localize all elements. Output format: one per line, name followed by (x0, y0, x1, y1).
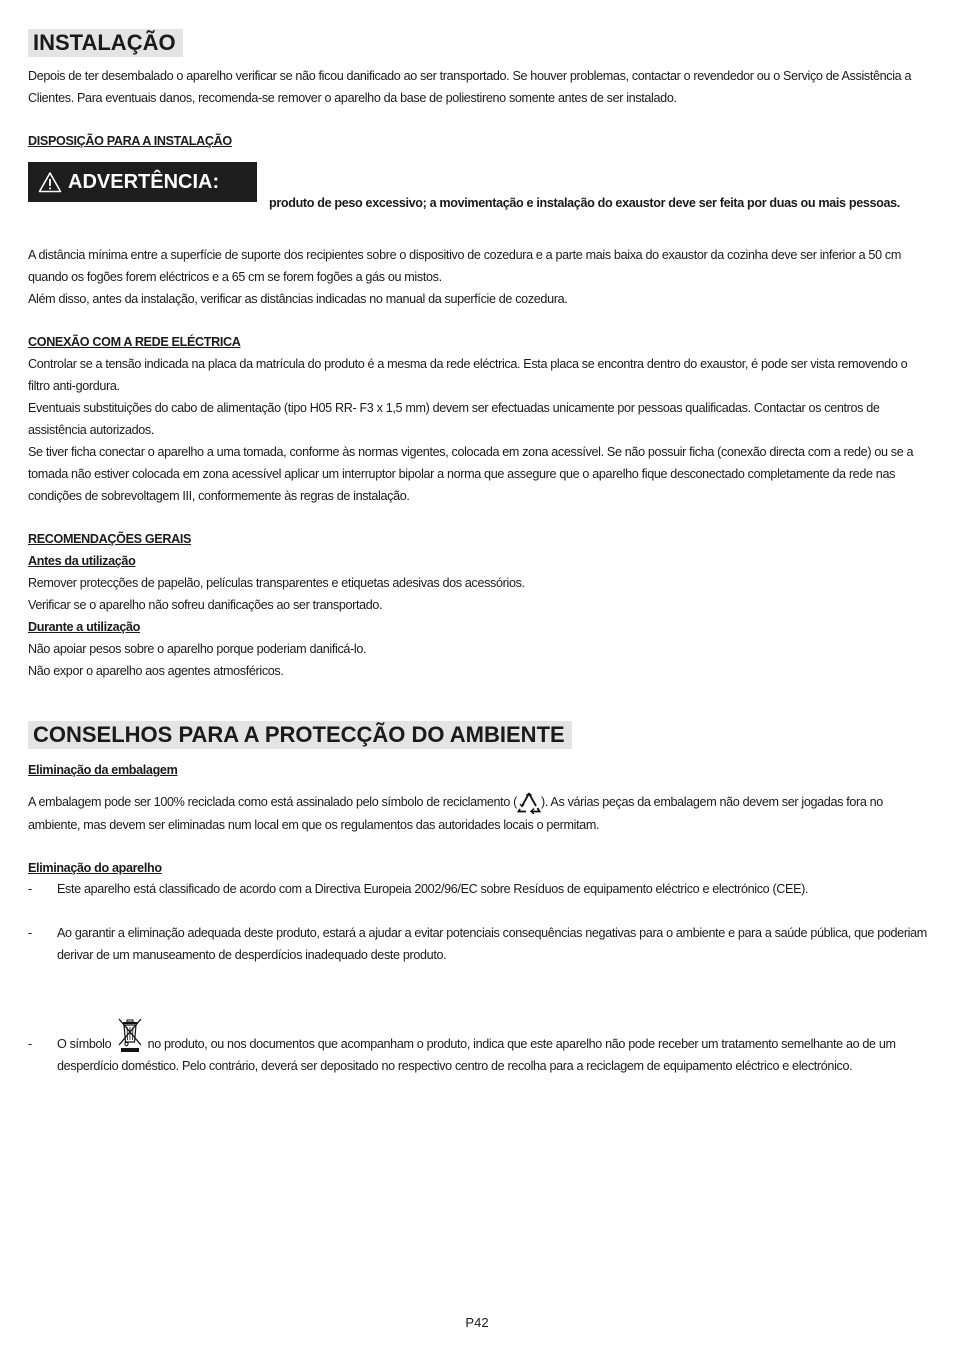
packaging-text-before: A embalagem pode ser 100% reciclada como está assinalado pelo símbolo de reciclamento ( (28, 795, 517, 809)
packaging-paragraph (28, 791, 926, 836)
list-dash: - (28, 926, 32, 940)
before-use-p1: Remover protecções de papelão, películas transparentes e etiquetas adesivas dos acessórios. (28, 576, 525, 590)
distance-note: Além disso, antes da instalação, verificar as distâncias indicadas no manual da superfície de cozedura. (28, 292, 568, 306)
list-item-text: Ao garantir a eliminação adequada deste produto, estará a ajudar a evitar potenciais consequências negativas para o ambiente e para a saúde pública, que poderiam derivar de um manuseamento de desperdícios inadequado deste produto. (57, 926, 927, 962)
list-item (28, 878, 954, 900)
list-item-text-after: no produto, ou nos documentos que acompanham o produto, indica que este aparelho não pode receber um tratamento semelhante ao de um desperdício doméstico. Pelo contrário, deverá ser depositado no respectivo centro de recolha para a reciclagem de equipamento eléctrico e electrónico. (57, 1037, 896, 1073)
distance-paragraph: A distância mínima entre a superfície de suporte dos recipientes sobre o dispositivo de cozedura e a parte mais baixa do exaustor da cozinha deve ser inferior a 50 cm quando os fogões forem eléctricos e a 65 cm se forem fogões a gás ou mistos. (28, 248, 901, 284)
installation-section (28, 29, 183, 57)
list-item-text: Este aparelho está classificado de acordo com a Directiva Europeia 2002/96/EC sobre Resíduos de equipamento eléctrico e electrónico (CEE). (57, 882, 809, 896)
during-use-heading: Durante a utilização (28, 620, 140, 634)
electrical-heading: CONEXÃO COM A REDE ELÉCTRICA (28, 335, 241, 349)
during-use-p1: Não apoiar pesos sobre o aparelho porque poderiam danificá-lo. (28, 642, 367, 656)
installation-title: INSTALAÇÃO (28, 29, 183, 57)
list-item-text-before: O símbolo (57, 1037, 112, 1051)
electrical-p1: Controlar se a tensão indicada na placa da matrícula do produto é a mesma da rede eléctrica. Esta placa se encontra dentro do exaustor, é pode ser vista removendo o filtro anti-gordura. (28, 357, 908, 393)
recommendations-heading: RECOMENDAÇÕES GERAIS (28, 532, 192, 546)
list-dash: - (28, 1037, 32, 1051)
packaging-text-after: ). As várias peças da embalagem não devem ser jogadas fora no ambiente, mas devem ser eliminadas num local em que os regulamentos das autoridades locais o permitam. (28, 795, 883, 832)
before-use-heading: Antes da utilização (28, 554, 136, 568)
list-dash: - (28, 882, 32, 896)
during-use-p2: Não expor o aparelho aos agentes atmosféricos. (28, 664, 284, 678)
electrical-p3: Se tiver ficha conectar o aparelho a uma tomada, conforme às normas vigentes, colocada em zona acessível. Se não possuir ficha (conexão directa com a rede) ou se a tomada não estiver colocada em zona acessível aplicar um interruptor bipolar a norma que assegure que o aparelho fique desconectado completamente da rede nas condições de sobrevoltagem III, conformemente às regras de instalação. (28, 445, 914, 503)
packaging-heading: Eliminação da embalagem (28, 763, 178, 777)
installation-intro: Depois de ter desembalado o aparelho verificar se não ficou danificado ao ser transportado. Se houver problemas, contactar o revendedor ou o Serviço de Assistência a Clientes. Para eventuais danos, recomenda-se remover o aparelho da base de poliestireno somente antes de ser instalado. (28, 69, 912, 105)
disposition-heading: DISPOSIÇÃO PARA A INSTALAÇÃO (28, 134, 232, 148)
warning-box (28, 162, 257, 202)
environment-section (28, 721, 572, 749)
recycling-icon (517, 792, 541, 814)
list-item (28, 922, 954, 966)
warning-triangle-icon (38, 171, 62, 193)
before-use-p2: Verificar se o aparelho não sofreu danificações ao ser transportado. (28, 598, 383, 612)
appliance-disposal-heading: Eliminação do aparelho (28, 861, 162, 875)
crossed-bin-icon (116, 1017, 144, 1053)
warning-text: produto de peso excessivo; a movimentação e instalação do exaustor deve ser feita por duas ou mais pessoas. (269, 195, 900, 210)
warning-label: ADVERTÊNCIA: (68, 170, 220, 193)
page-number: P42 (465, 1315, 489, 1330)
page (28, 0, 927, 1073)
environment-title: CONSELHOS PARA A PROTECÇÃO DO AMBIENTE (28, 721, 572, 749)
list-item (28, 1033, 954, 1077)
electrical-p2: Eventuais substituições do cabo de alimentação (tipo H05 RR- F3 x 1,5 mm) devem ser efectuadas unicamente por pessoas qualificadas. Contactar os centros de assistência autorizados. (28, 401, 880, 437)
